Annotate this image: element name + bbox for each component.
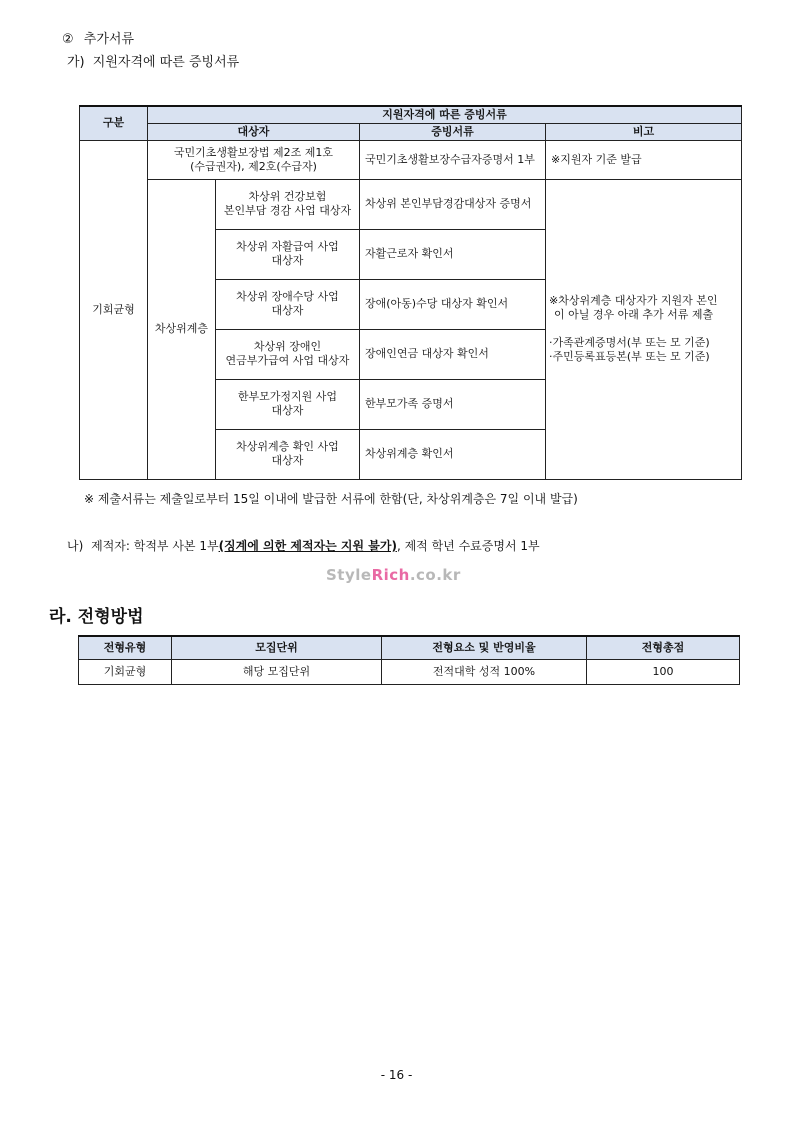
header-total-score: 전형총점 bbox=[587, 636, 740, 659]
table-row bbox=[79, 659, 740, 684]
merged-note-line: 이 아닐 경우 아래 추가 서류 제출 bbox=[554, 308, 714, 321]
target-cell bbox=[216, 329, 360, 379]
merged-note-line: ·주민등록표등본(부 또는 모 기준) bbox=[549, 350, 710, 363]
sub-heading-b-label: 나) bbox=[67, 539, 84, 553]
watermark-part3: .co.kr bbox=[409, 566, 461, 584]
sub-heading-b-suffix: , 제적 학년 수료증명서 1부 bbox=[396, 539, 540, 553]
header-docs: 증빙서류 bbox=[360, 123, 546, 140]
cell-selection-factor: 전적대학 성적 100% bbox=[382, 659, 587, 684]
merged-note-cell bbox=[546, 179, 742, 479]
cell-recruit-unit: 해당 모집단위 bbox=[172, 659, 382, 684]
cell-selection-type: 기회균형 bbox=[79, 659, 172, 684]
target-line: 차상위 장애인 bbox=[253, 340, 322, 353]
documents-table bbox=[79, 105, 742, 480]
selection-method-table bbox=[78, 635, 740, 685]
target-line: 국민기초생활보장법 제2조 제1호 bbox=[173, 145, 334, 159]
header-recruit-unit: 모집단위 bbox=[172, 636, 382, 659]
docs-cell: 자활근로자 확인서 bbox=[360, 229, 546, 279]
sub-category-cell: 차상위계층 bbox=[148, 179, 216, 479]
section-item-title: 추가서류 bbox=[83, 32, 135, 47]
docs-cell: 국민기초생활보장수급자증명서 1부 bbox=[360, 140, 546, 179]
watermark-part2: Rich bbox=[371, 566, 410, 584]
target-cell bbox=[216, 379, 360, 429]
merged-note-line: ※차상위계층 대상자가 지원자 본인 bbox=[549, 294, 718, 307]
target-line: 대상자 bbox=[271, 404, 304, 417]
section-title: 라. 전형방법 bbox=[49, 607, 144, 627]
watermark-part1: Style bbox=[326, 566, 372, 584]
table-row bbox=[80, 179, 742, 229]
target-cell bbox=[216, 429, 360, 479]
docs-cell: 장애인연금 대상자 확인서 bbox=[360, 329, 546, 379]
note-cell: ※지원자 기준 발급 bbox=[546, 140, 742, 179]
category-cell: 기회균형 bbox=[80, 140, 148, 479]
watermark bbox=[326, 566, 461, 584]
target-line: 차상위계층 확인 사업 bbox=[236, 440, 339, 453]
target-cell bbox=[216, 279, 360, 329]
circled-number-marker: ② bbox=[62, 32, 74, 47]
cell-total-score: 100 bbox=[587, 659, 740, 684]
sub-heading-b-emphasis: (징계에 의한 제적자는 지원 불가) bbox=[218, 539, 397, 553]
target-line: (수급권자), 제2호(수급자) bbox=[190, 159, 317, 173]
sub-heading-a-text: 지원자격에 따른 증빙서류 bbox=[92, 55, 240, 70]
target-line: 대상자 bbox=[271, 304, 304, 317]
header-gubun: 구분 bbox=[80, 106, 148, 140]
target-line: 대상자 bbox=[271, 254, 304, 267]
table-row bbox=[80, 140, 742, 179]
target-line: 차상위 건강보험 bbox=[248, 190, 327, 203]
header-selection-factor: 전형요소 및 반영비율 bbox=[382, 636, 587, 659]
header-target: 대상자 bbox=[148, 123, 360, 140]
target-line: 본인부담 경감 사업 대상자 bbox=[223, 204, 352, 217]
docs-cell: 차상위계층 확인서 bbox=[360, 429, 546, 479]
target-line: 연금부가급여 사업 대상자 bbox=[225, 354, 350, 367]
sub-heading-a bbox=[67, 51, 239, 70]
sub-heading-b-prefix: 제적자: 학적부 사본 1부 bbox=[91, 539, 219, 553]
section-item-heading bbox=[62, 28, 134, 47]
merged-note-line: ·가족관계증명서(부 또는 모 기준) bbox=[549, 336, 710, 349]
sub-heading-b bbox=[67, 537, 540, 554]
docs-cell: 차상위 본인부담경감대상자 증명서 bbox=[360, 179, 546, 229]
target-line: 차상위 자활급여 사업 bbox=[236, 240, 339, 253]
target-line: 차상위 장애수당 사업 bbox=[236, 290, 339, 303]
header-selection-type: 전형유형 bbox=[79, 636, 172, 659]
header-group: 지원자격에 따른 증빙서류 bbox=[148, 106, 742, 123]
docs-cell: 한부모가족 증명서 bbox=[360, 379, 546, 429]
target-line: 대상자 bbox=[271, 454, 304, 467]
footnote: ※ 제출서류는 제출일로부터 15일 이내에 발급한 서류에 한함(단, 차상위계층은 7일 이내 발급) bbox=[84, 492, 578, 506]
header-note: 비고 bbox=[546, 123, 742, 140]
page-number: - 16 - bbox=[380, 1068, 413, 1082]
target-cell bbox=[148, 140, 360, 179]
target-cell bbox=[216, 179, 360, 229]
docs-cell: 장애(아동)수당 대상자 확인서 bbox=[360, 279, 546, 329]
sub-heading-a-label: 가) bbox=[67, 55, 85, 70]
target-cell bbox=[216, 229, 360, 279]
target-line: 한부모가정지원 사업 bbox=[237, 390, 338, 403]
